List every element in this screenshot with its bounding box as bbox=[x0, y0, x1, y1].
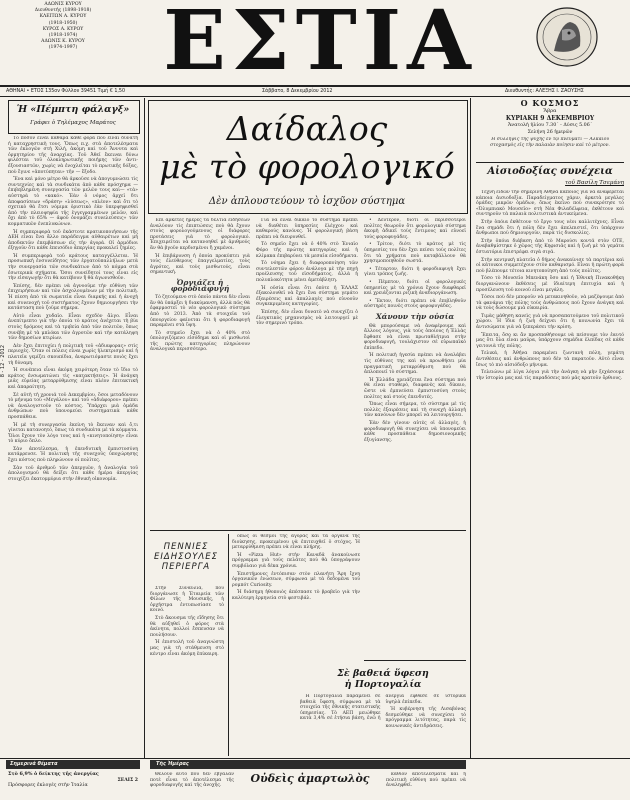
right-article-byline: τοῦ Βασίλη Τσεμάνη bbox=[565, 180, 624, 186]
right-article-body: Τέχνη εἰδῶν τὴν σημερινὴ Ἀθήνα κάποιος γιὰ νὰ ἀναφέρεται κάποια ἀισιοδοξία. Παραδείγματος χάριν, ἀρκετὰ μεγάλες ὁμάδες μικρῶν ὁμάδων, ὅπως ἐκεῖνο ποὺ συνεκρότησε τὸ «Ὀλυμπιακὸ Μουσεῖο» στὴ Νέα Φιλαδέλφεια, ἐκθέτουν καὶ συντηροῦν τὰ παλαιὰ πολιτιστικὰ ἀντικείμενα. Στὴν ὁπόια ἐκθέτουν τὸ ἔργο τους νέοι καλλιτέχνες. Εἶναι ἕνα σημάδι ὅτι ἡ πόλη δὲν ἔχει ἀπελπιστεῖ, ὅτι ὑπάρχουν ἄνθρωποι ποὺ δημιουργοῦν, παρὰ τὶς δυσκολίες. Στὴν ὁπόια διάβαση ἀπὸ τὸ Μαρούσι κοντά στὸν ΟΤΕ, ἀναβαθμίστηκε ὁ χῶρος τῆς Κηφισιᾶς καὶ ἡ ζωὴ μὲ τὰ γεμάτα ἐστιατόρια ἐπιστρέφει σιγὰ σιγά. Στὴν κεντρικὴ πλατεῖα ὁ δήμος ἀνακαίνισε τὰ παρτέρια καὶ οἱ κάτοικοι συμμετέχουν στὸν καθαρισμό. Εἶναι ἡ πρώτη φορὰ ποὺ βλέπουμε τέτοια κινητοποίηση ἀπὸ τοὺς πολῖτες. Τόσο τὸ Μουσεῖο Μπενάκη ὅσο καὶ ἡ Ἐθνικὴ Πινακοθήκη διοργανώνουν ἐκθέσεις μὲ ἰδιαίτερη ἐπιτυχία καὶ ἡ προσέλευση τοῦ κοινοῦ εἶναι μεγάλη. Τόσοι ποὺ δὲν μποροῦν νὰ μετακινηθοῦν, νὰ μαζέψουμε ἀπὸ τὰ φανάρια τῆς πόλης τοὺς ἀνθρώπους ποὺ ἔχουν ἀνάγκη καὶ νὰ τοὺς δώσουμε μιὰ εὐκαιρία. Τιμὰς μάθηση κανεὶς γιὰ νὰ προσαπατούμενο τοῦ πολιτικοῦ χώρου. Ἡ ἴδια ἡ ζωὴ δείχνει ὅτι ἡ κοινωνία ἔχει τὰ ἀντισώματα γιὰ νὰ ξεπεράσει τὴν κρίση. Ἔπειτα, ὅσο κι ἂν προσπαθήσουμε νὰ πείσουμε τὸν ἑαυτό μας ὅτι ὅλα εἶναι μαῦρα, ὑπάρχουν σημάδια ἐλπίδας σὲ κάθε γειτονιὰ τῆς πόλης. Τελικά, ἡ Ἀθήνα παραμένει ζωντανὴ πόλη, γεμάτη ἀντιθέσεις καὶ ἀνθρώπους ποὺ δὲν τὰ παρατοῦν. Αὐτὸ εἶναι ἴσως τὸ πιὸ αἰσιόδοξο μήνυμα. Τελειώνω μὲ λίγα λόγια γιὰ τὴν ἀνάγκη νὰ μὴν ξεχάσουμε τὴν ἱστορία μας καὶ τὶς παραδόσεις ποὺ μᾶς κρατοῦν ὄρθιους. bbox=[476, 190, 624, 381]
pennies-header bbox=[150, 542, 222, 572]
of-the-day-label: Τῆς Ἡμέρας bbox=[156, 761, 189, 767]
moon-phase: Σελήνη 26 ἡμερῶν bbox=[527, 130, 573, 135]
masthead-title: ΕΣΤΙΑ bbox=[163, 0, 477, 89]
founder-line: (1918-1950) bbox=[48, 20, 78, 26]
main-article-col-3: • Δεύτερον, διότι οἱ περισσότεροι πολῖτες θεωροῦν ὅτι φορολογικὸ σύστημα ἀκομὴ ἀδικεῖ τοὺς ἔντιμους καὶ εὐνοεῖ τοὺς φοροφυγάδες. • Τρίτον, διότι τὸ κράτος μὲ τὶς ὑπηρεσίες του δὲν ἔχει πείσει τοὺς πολῖτες ὅτι τὰ χρήματα ποὺ καταβάλλουν θὰ χρησιμοποιηθοῦν σωστά. • Τέταρτον, διότι ἡ φοροδιαφυγὴ ἔχει γίνει τρόπος ζωῆς. • Πέμπτον, διότι οἱ φορολογικὲς ὑπηρεσίες μὲ τὰ χρόνια ἔχουν διαφθαρεῖ καὶ χρειάζονται ριζικὴ ἀναδιοργάνωση. • Ἕκτον, διότι πρέπει νὰ ἐπιβληθοῦν αὐστηρὲς ποινὲς στοὺς φοροφυγάδες. Χάνουν τὴν οὐσία Θὰ μπορούσαμε νὰ ἀναφέρουμε καὶ ἄλλους λόγους, γιὰ τοὺς ὁποίους ἡ Ἑλλὰς ἔφθασε νὰ εἶναι πρωταθλήτρια στὴν φοροδιαφυγή, τουλάχιστον σὲ εὐρωπαϊκὸ ἐπίπεδο. Ἡ πολιτικὴ ἡγεσία πρέπει νὰ ἀναλάβει τὶς εὐθύνες της καὶ νὰ προωθήσει μία πραγματικὴ μεταρρύθμιση ποὺ θὰ ἁπλοποιεῖ τὸ σύστημα. Ἡ Ἑλλάδα χρειάζεται ἕνα σύστημα ποὺ θὰ εἶναι σταθερὸ, διαφανὲς καὶ δίκαιο, ὥστε νὰ ἐμπνεύσει ἐμπιστοσύνη στοὺς πολῖτες καὶ στοὺς ἐπενδυτές. Ὅπως εἶναι σήμερα, τὸ σύστημα μὲ τὶς πολλὲς ἐξαιρέσεις καὶ τὴ συνεχὴ ἀλλαγὴ τῶν κανόνων δὲν μπορεῖ νὰ λειτουργήσει. Ἐὰν δὲν γίνουν αὐτὲς οἱ ἀλλαγές, ἡ φοροδιαφυγὴ θὰ συνεχίσει νὰ ὑπονομεύει κάθε προσπάθεια δημοσιονομικῆς ἐξυγίανσης. bbox=[364, 218, 466, 443]
founder-line: ΚΛΕΙΤΩΝ Α. ΚΥΡΟΥ bbox=[39, 14, 87, 20]
topic-item: Πρόσφορες ἐκλογές στὴν Ἰταλία bbox=[8, 783, 88, 789]
pennies-line: ΠΕΝΝΙΕΣ bbox=[163, 542, 209, 552]
topic-page: ΣΕΛΙΣ 2 bbox=[117, 777, 138, 783]
bottom-col-2: κάθιον ἀποτελέσματα καὶ ἡ πολιτικὴ εὐθύνη ποὺ πρέπει νὰ ἀναληφθεῖ. bbox=[386, 772, 466, 789]
left-article-title: Ἡ «Πέμπτη φάλαγξ» bbox=[16, 104, 130, 115]
bottom-divider bbox=[0, 758, 630, 759]
todays-topics-label: Σημερινά θέματα bbox=[10, 761, 58, 767]
left-article-byline: Γράφει ὁ Τηλέμαχος Μαράτος bbox=[30, 120, 116, 126]
portugal-title-line: Σὲ βαθειά ὕφεση bbox=[337, 668, 429, 679]
athena-seal-icon bbox=[512, 6, 622, 68]
headline-line: μὲ τὸ φορολογικό bbox=[159, 147, 455, 186]
founder-line: ΑΔΩΝΙΣ Κ. ΚΥΡΟΥ bbox=[41, 39, 85, 45]
founders-block bbox=[8, 2, 118, 52]
bottom-col-1: Θέλουν αὐτὸ ποὺ δὲν ἔβγαλαν ποτὲ εἶναι τὸ ἀποτέλεσμα τῆς φοροδιαφυγῆς καὶ τῆς ἀνοχῆς. bbox=[150, 772, 234, 789]
of-the-day-bar bbox=[150, 760, 466, 769]
section-divider bbox=[364, 660, 466, 661]
founder-line: ΚΥΡΟΣ Α. ΚΥΡΟΥ bbox=[42, 26, 84, 32]
portugal-body: Ἡ Πορτογαλία παραμένει σὲ βαθειὰ ὕφεση, σύμφωνα μὲ τὰ στοιχεῖα τῆς ἐθνικῆς στατιστικῆς ὑπηρεσίας. Τὸ ΑΕΠ μειώθηκε κατὰ 3,4% σὲ ἐτήσια βάση, ἐνῶ ἡ ἀνεργία ἔφθασε σὲ ἱστορικὰ ὑψηλὰ ἐπίπεδα. Ἡ κυβέρνηση τῆς Λισαβόνας δεσμεύθηκε νὰ συνεχίσει τὸ πρόγραμμα λιτότητας, παρὰ τὶς κοινωνικὲς ἀντιδράσεις. bbox=[300, 694, 466, 729]
section-divider bbox=[150, 530, 466, 531]
main-article-col-1: Ἐπὶ ἀρκετές ἡμέρες τὰ δελτία εἰδήσεων ἀναλύουν τὶς ἐπιπτώσεις ποὺ θὰ ἔχουν στοὺς φορολογούμενους οἱ διάφορες προτάσεις γιὰ τὸ φορολογικό. Ἐπιχειρεῖται νὰ κατανοηθεῖ μὲ ἀριθμούς ἂν θὰ βγοῦν κερδισμένοι ἢ χαμένοι. Ἡ ἐπιβάρυνση ἡ ὁποία προκύπτει γιὰ τοὺς ἐλεύθερους ἐπαγγελματίες, τοὺς ἀγρότες, καὶ τοὺς μισθωτούς, εἶναι σημαντική. Ὀργιάζει ἡ φοροδιαφυγή Τὸ ζητούμενο στὸ ὁποῖο πάντα δὲν εἶναι ἂν θὰ ὑπάρξει ἡ διακύμανση, ἀλλὰ πῶς θὰ ἐφαρμοστεῖ τὸ νέο φορολογικὸ σύστημα ἀπὸ τὸ 2013. Ἀπὸ τὰ στοιχεῖα τοῦ ὑπουργείου φαίνεται ὅτι ἡ φοροδιαφυγὴ παραμένει στὰ ὕψη. Τὸ στημεῖο ἔχει νὰ ὁ 40% στὸ ὑπολογιζόμενο εἰσόδημα καὶ οἱ μισθωτοὶ τῆς πρώτης κατηγορίας πληρώνουν ἀναλογικὰ περισσότερο. bbox=[150, 218, 250, 353]
founder-line: ΑΔΩΝΙΣ ΚΥΡΟΥ bbox=[44, 2, 82, 7]
founder-line: (1918-1974) bbox=[48, 33, 78, 39]
pennies-line: ΠΕΡΙΕΡΓΑ bbox=[161, 562, 211, 572]
issue-date: Σάββατο, 8 Δεκεμβρίου 2012 bbox=[262, 89, 333, 94]
pennies-body: Στὴν Συναυλία, ποὺ διοργάνωσε ἡ Ἑταιρεία τῶν Φίλων τῆς Μουσικῆς, ἡ ὀρχήστρα ἐντυπωσίασε τὸ κοινό. Στὸ ἄκουσμα τῆς εἴδησης ὅτι θὰ αὐξηθεῖ ὁ φόρος στὰ ἀκίνητα, πολλοὶ ἔσπευσαν νὰ πουλήσουν. Ἡ ἐπιστολὴ τοῦ ἀναγνώστη μας γιὰ τὴ στάθμευση στὸ κέντρο εἶναι ἀκόμη ἐπίκαιρη. bbox=[150, 586, 224, 657]
editor-info: Διευθυντής: ΑΛΕΞΗΣ Ι. ΖΑΟΥΣΗΣ bbox=[505, 89, 584, 94]
main-headline bbox=[152, 110, 462, 186]
bottom-headline: Οὐδεὶς ἀμαρτωλὸς bbox=[250, 772, 370, 785]
founder-line: (1974-1997) bbox=[48, 45, 78, 51]
sun-times: Ἀνατολὴ ἡλίου 7.30΄ - Δύσις 5.06΄ bbox=[507, 123, 593, 128]
right-article-title: Αἰσιοδοξίας συνέχεια bbox=[487, 166, 613, 177]
founder-line: Διευθυντής (1898-1918) bbox=[34, 8, 92, 14]
margin-date: 8 - 12 - 2012 bbox=[0, 345, 6, 378]
left-article-body: Τὸ πόσον εἶναι καθαρὰ κάθε φορὰ ποὺ εἶναι δυνατὴ ἡ καταχρηστικὴ τους. Ὅπως π.χ. στὰ ἀποτελέσματα τῶν ἐκλογῶν στὴ Χιλή, ἀκόμη καὶ τοῦ Ἄννυτα καὶ ὁρμητηρίου τῆς ἀναρχίας. Τοῦ Ἀθεῖ ἔκειναι δύνω φιλέσται τοῦ ὁλοκληρωτικῆς ποιήμης τῶν ἀντι-ἐξουσιαστῶν, χωρὶς νὰ ἐνοχλεῖται τὸ πρωτικῆς δόξας, ποὺ ἔγινε «ἀποτύπηται» τῆν — ἔξοδο. Ἕνα καὶ μόνο μέτρο θὰ ἀρκοῦσε νὰ ἀπογυμνώσει τὶς συντεχνίες καὶ τὰ συνδικάτα ἀπὸ κάθε πρόσχημα —ἐπιβεβλημένη συνεργασία τῶν μελῶν τους καὶ— «τὰ» αὐστηρὰ τὸ «κακό». Ἐὰν ὁ νόμος ἀρχεῖ δτι ἀποφασίσεων «δράση» «λύσεως», «πλέον» καὶ ὅτι τὸ σχετικὸ θὰ ἔτσι νόμιμα ὁριστικὸ ἐὰν ὑπερψηφισθεῖ ἀπὸ τὴν πλειοψηφία τῆς ἐγγεγραμμένων μελῶν, καὶ ὄχι ἀπὸ τὸ 65% — ἀφοῦ ὁνομάζει συνελεύσεις» τῶν κομματικῶν ἐνεπλυκώνων. Ἡ συμπεριφορὰ τοῦ ἑκάστοτε κρατικοποιήσεων τῆς ΔΕΗ εἶναι ἕνα ἄλλο παράδειγμα αὐθαιρέτων καὶ μή ἀποδεκτῶν ἐπεμβάσεων εἰς τὴν ἀγορά. Οἱ ἀρμόδιοι ἐξηγοῦν ὅτι κάθε ἐπεισόδιο ἀπεργίας προκαλεῖ ζημίες. Ἡ συμπεριφορὰ τοῦ κράτους καταγγέλλεται. Ἡ προσωπικὴ ἐνσυνείδητος τῶν ἐργατοϋπαλλήλων μετὰ τὴν συνεργασία τῶν συνδικάτων ἀπὸ τὸ κόμμα στὰ ἐσωτερικὰ σχήματα. Ὅσοι συνείδητοί τους εἶναι εἰς τὴν εἰσαγωγὴν ὅτι θὰ κατέβουν ἢ θὰ ἀγωνισθοῦν. Ἐπίσης, δέν πρέπει νὰ ἀγνοοῦμε τὴν εὐθύνη τῶν ἐπιχειρήσεων καὶ τῶν ἀσχολουμένων μέ τὴν πολιτικὴ. Ἡ πίεση ἀπὸ τὰ σωματεῖα εἶναι διαρκής καὶ ἡ ἀνοχὴ καὶ συνενοχὴ τοῦ συστήματος ἔχουν δημιουργήσει τὴν κατάσταση ποὺ ζοῦμε σήμερα. Αὐτὸ εἶναι χυδαῖο. Εἶναι σχεδὸν ἄλγο. Εἶναι ἀνεπίτρεπτο γιὰ τὴν ὁποία τὸ κράτος ἀνέχεται τὴ βία στοὺς δρόμους καὶ τὰ τριβεία ἀπὸ τῶν πολιτῶν, ὅπως συνέβη μέ τὰ μπλόκα τῶν ἀγροτῶν καὶ τὴν κατάληψη τῶν δημοσίων κτιρίων. Δὲν ἔχει ἐπιτυχίει ἡ πολιτικὴ τοῦ «ἀδιαφορας» στὶς περιοχὲς. Ὅταν οἱ πόλεις εἶναι χωρὶς ἡλεκτρισμό καὶ ἡ πλατεῖα γεμίζει σκουπίδια, ἀναρωτιόμαστε ποιὸς ἔχει τὴ δύναμη. Ἡ συνέπεια εἶναι ἀκόμη χειρότερη ὅταν τὸ ἴδιο τὸ κράτος ἐνσωματώνει τὶς «κατακτήσεις». Ἡ ἀνάγκη μιᾶς εὐρείας μεταρρύθμισης εἶναι πλέον ἐπιτακτική καὶ ἀπαραίτητη. Σὲ αὐτὴ τὴ χρονιά τοῦ Δεκεμβρίου, ὅσοι μεταδόνουν τὸ μήνυμα τοῦ «Μεγάλου» καὶ τοῦ «ἀδιάφορου» πρέπει νὰ ἀναλογιστοῦν τὸ κόστος. Ὑπάρχει μιὰ ὁμάδα ἀνθρώπων ποὺ ὑπονομεύει συστηματικὰ κάθε προσπάθεια. Ἡ μὲ τὴ συνεργασία ἐκείνη τὸ ἔκειναν καὶ ὅ,τι γίνεται κατανοητό, ὅπως τὰ συνδικάτα μέ τὰ κόμματα. Ὅλοι ἔχουν τὸν λόγο τους καὶ ἡ «κινητοποίηση» εἶναι τὸ κύριο ὅπλο. Σὰν ἀποτέλεσμα, ἡ ἐπενδυτικὴ ἐμπιστοσύνη κατάρρευσε. Ἡ πολιτικὴ τῆς συνεχοῦς ὑποχώρησης ἔχει κόστος ποὺ πληρώνουν οἱ πολῖτες. Σὰν τοῦ ἀριθμοῦ τῶν ἀπεργιῶν, ἡ ἀναλογία τοῦ ἀπολογισμοῦ θὰ δείξει ὅτι κάθε ἡμέρα ἀπεργίας στοιχίζει ἑκατομμύρια στὴν ἐθνικὴ οἰκονομία. bbox=[8, 136, 138, 482]
portugal-title bbox=[300, 668, 466, 690]
topics-list bbox=[8, 772, 138, 789]
section-title: Ὀργιάζει ἡ φοροδιαφυγή bbox=[170, 277, 230, 293]
column-rule bbox=[228, 534, 229, 756]
topic-item: Στὸ 6,9% ὁ δείκτης τῆς ἀνεργίας bbox=[8, 771, 99, 777]
day-label: Ἄβρα bbox=[543, 108, 557, 114]
day-quote: Ἡ σύλληψις τῆς ψυχῆς ἐν τῷ πνεύματι — Ἀλκαίου στοχασμὸς εἰς τὴν παλαιὰν ποίησιν καὶ τὸ μέτρον. bbox=[490, 137, 610, 148]
world-heading: Ο ΚΟΣΜΟΣ bbox=[520, 98, 580, 108]
column-rule bbox=[470, 98, 471, 758]
issue-info: ΑΘΗΝΑΙ • ΕΤΟΣ 135ον Φύλλον 39451 Τιμή € 1,50 bbox=[6, 89, 125, 94]
column-rule bbox=[144, 98, 145, 758]
portugal-title-line: ἡ Πορτογαλία bbox=[344, 679, 422, 690]
date-bar bbox=[0, 85, 630, 97]
headline-line: Δαίδαλος bbox=[226, 109, 388, 148]
middle-small-column: ὅπως οἱ θεσμοί τῆς ἀγορᾶς καὶ τὰ ὄργανα τῆς διοίκησης, προκειμένου νὰ ἐπιτευχθεῖ ὁ στόχος. Ἡ μεταρρύθμιση πρέπει νὰ εἶναι πλήρης. Ἡ «Pizza Hut» στὴν Καναδᾶ ἀνακοίνωσε πρόγραμμα γιὰ τοὺς πελάτες ποὺ θὰ ὑπογράψουν συμβόλαιο γιὰ δέκα χρόνια. Ἐπιστήμονες ἐντόπισαν στὸν πλανήτη Ἄρη ἴχνη ὀργανικῶν ἐνώσεων, σύμφωνα μὲ τὰ δεδομένα τοῦ ρομπότ Curiosity. Ἡ διάσημη ἠθοποιὸς ἀπέσπασε τὸ βραβεῖο γιὰ τὴν καλύτερη ἑρμηνεία στὸ φεστιβάλ. bbox=[232, 534, 360, 601]
pennies-line: ΕΙΔΗΣΟΥΛΕΣ bbox=[154, 552, 218, 562]
main-subhead: Δὲν ἁπλουστεύουν τὸ ἰσχῦον σύστημα bbox=[208, 196, 406, 207]
day-date: ΚΥΡΙΑΚΗ 9 ΔΕΚΕΜΒΡΙΟΥ bbox=[505, 115, 595, 122]
section-title: Χάνουν τὴν οὐσία bbox=[375, 311, 455, 321]
section-divider bbox=[476, 162, 624, 163]
main-article-col-2: Γιὰ νὰ εἶναι δίκαιο τὸ σύστημα πρέπει νὰ διαθέτει ὑπηρεσίες ἐλέγχου καὶ καθαρούς κανόνες. Ἡ φορολογικὴ βάση πρέπει νὰ διευρυνθεῖ. Τὸ σημεῖο ἔχει νὰ ὁ 40% στὸ Ἐνιαῖο Φόρο τῆς πρώτης κατηγορίας καὶ ἡ κλίμακα ἐπιβαρύνει τὰ μεσαῖα εἰσοδήματα. Τὸ νόημα ἔχει ἡ διαφοροποίηση τῶν συντελεστῶν φόρου ἀνάλογα μὲ τὴν πηγὴ προέλευσης τοῦ εἰσοδήματος, ἀλλὰ ἡ πολυπλοκότητα μένει ἀμετάβλητη. Ἡ οὐσία εἶναι ὅτι ὁπὸτε ἡ ἘΛΛΑΣ ἐξακολουθεῖ νὰ ἔχει ἕνα σύστημα γεμάτο ἐξαιρέσεις καὶ ἀπαλλαγὲς ποὺ εὐνοοῦν συγκεκριμένες κατηγορίες. Ἐπίσης, δὲν εἶναι δυνατὸ νὰ συνεχίζει ὁ ἐλεγκτικὸς μηχανισμὸς νὰ λειτουργεῖ μὲ τὸν σημερινὸ τρόπο. bbox=[256, 218, 358, 327]
